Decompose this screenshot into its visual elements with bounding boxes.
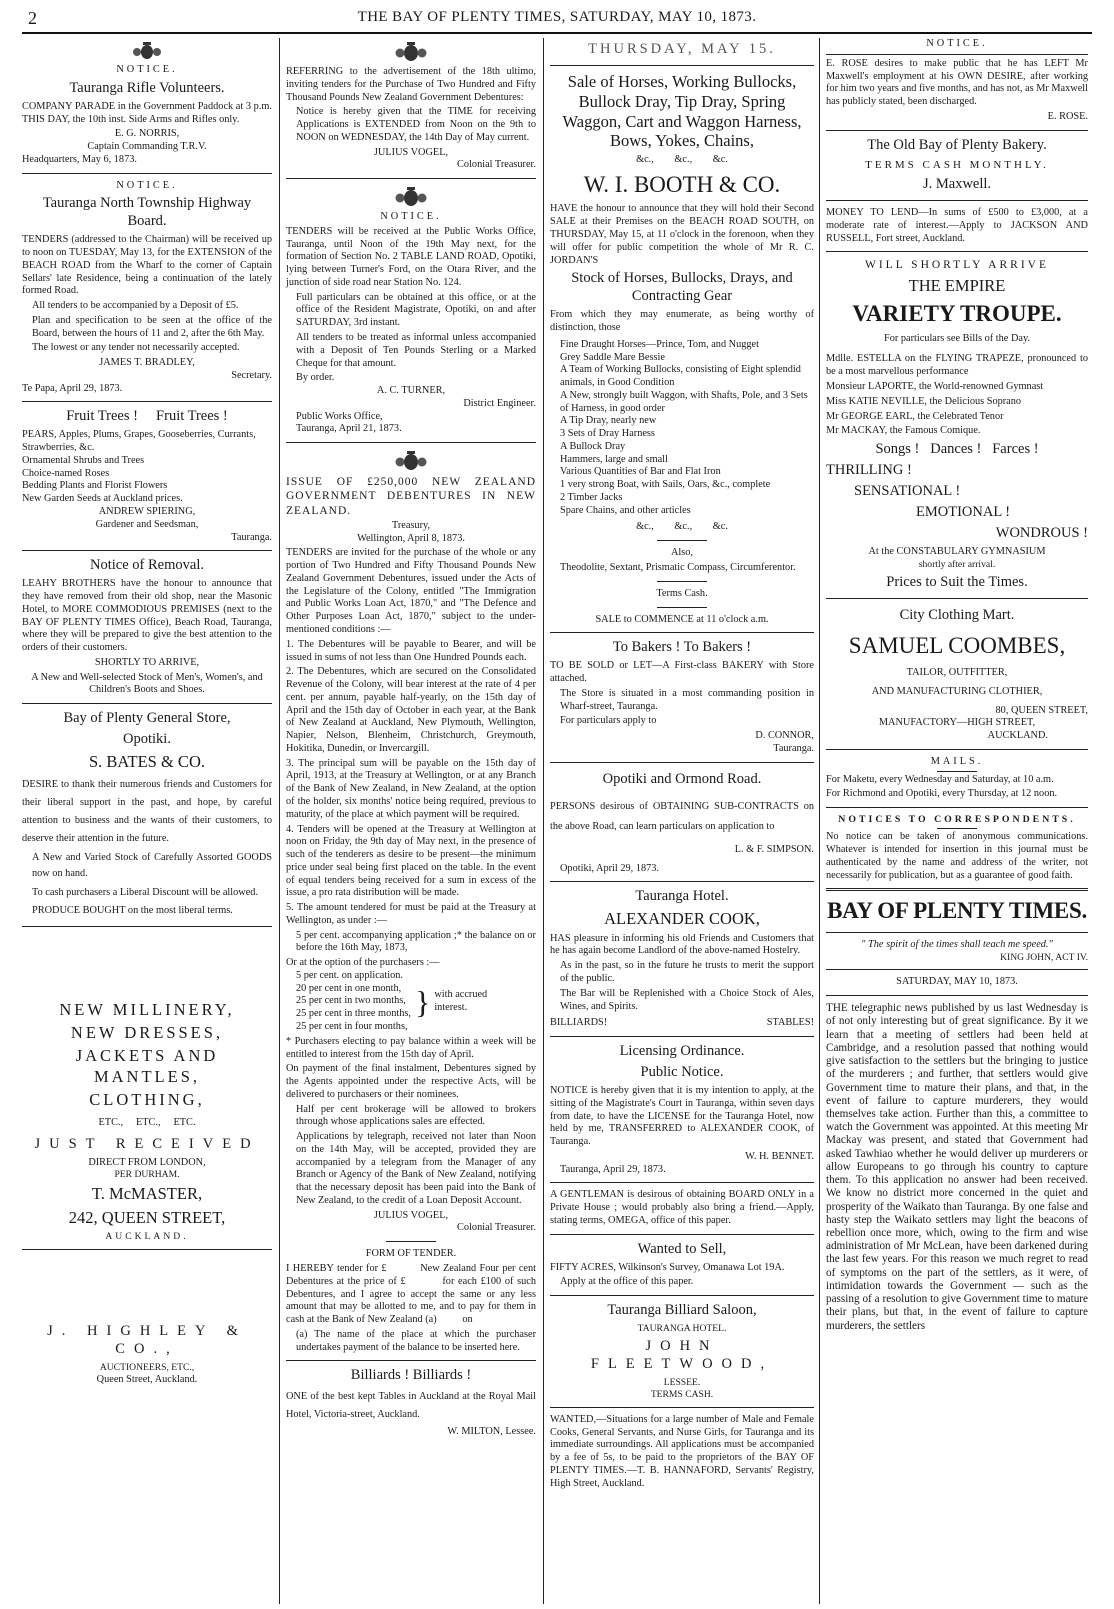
ad-body: All tenders to be treated as informal unless accompanied with a Deposit of Ten Pounds Sterling or a Marked Cheque for that amount.	[296, 332, 536, 369]
ad-body: PERSONS desirous of OBTAINING SUB-CONTRACTS on the above Road, can learn particulars on application to	[550, 800, 814, 833]
notice-heading: NOTICE.	[926, 38, 988, 49]
ad-body: Notice is hereby given that the TIME for receiving Applications is EXTENDED from Noon on the 9th to NOON on WEDNESDAY, the 14th Day of May current.	[296, 106, 536, 143]
signatory-role: Captain Commanding T.R.V.	[87, 141, 207, 153]
ad-line: Also,	[670, 547, 694, 559]
ad-place: AUCKLAND.	[105, 1231, 189, 1243]
rule	[286, 1360, 536, 1361]
brace-icon: }	[414, 983, 431, 1020]
ad-body: TO BE SOLD or LET—A First-class BAKERY with Store attached.	[550, 660, 814, 685]
ad-line: Choice-named Roses	[22, 467, 110, 479]
sale-item: A Tip Dray, nearly new	[560, 415, 657, 427]
ad-address: Queen Street, Auckland.	[96, 1373, 198, 1385]
signatory-role: District Engineer.	[463, 397, 536, 409]
ad-line: &c., &c., &c.	[636, 154, 728, 166]
ad-line: Ornamental Shrubs and Trees	[22, 454, 145, 466]
ad-title: Tauranga North Township Highway Board.	[42, 195, 252, 230]
ad-line: AUCTIONEERS, ETC.,	[99, 1361, 195, 1373]
ad-body: Half per cent brokerage will be allowed to brokers through whose applications sales are effected.	[296, 1103, 536, 1128]
royal-arms-icon	[392, 185, 430, 209]
motto-source: KING JOHN, ACT IV.	[1000, 951, 1088, 963]
ad-title: City Clothing Mart.	[899, 606, 1015, 623]
condition: 5 per cent. accompanying application ;* the balance on or before the 16th May, 1873,	[296, 929, 536, 954]
rule	[22, 550, 272, 551]
signatory: D. CONNOR,	[755, 730, 814, 742]
column-rule	[543, 38, 544, 1604]
rule	[826, 200, 1088, 201]
column-3	[546, 38, 818, 1604]
ad-subheading: WILL SHORTLY ARRIVE	[865, 259, 1049, 272]
ad-title: Billiards ! Billiards !	[350, 1367, 472, 1384]
instalment: 25 per cent in three months,	[296, 1008, 411, 1020]
condition: 4. Tenders will be opened at the Treasury at Wellington at noon on Friday, the 9th day of May next, in the presence of such of the tenderers as desire to be present—the minimum price under seal being first placed on the table. In the event of equal tenders being received for a sum in excess of the issue, a pro rata distribution will be made.	[286, 823, 536, 899]
instalment: 20 per cent in one month,	[296, 982, 402, 994]
rule	[826, 888, 1088, 891]
firm-name: J. Maxwell.	[922, 176, 992, 193]
instalment: 5 per cent. on application.	[296, 969, 403, 981]
ad-body: A GENTLEMAN is desirous of obtaining BOARD ONLY in a Private House ; would probably also bring a friend.—Apply, stating terms, OMEGA, office of this paper.	[550, 1189, 814, 1226]
masthead	[0, 0, 1114, 36]
ad-body: HAVE the honour to announce that they will hold their Second SALE at their Premises on the BEACH ROAD SOUTH, on THURSDAY, May 15, at 11 o'clock in the forenoon, when they will offer for public competition the whole of Mr R. C. JORDAN'S	[550, 203, 814, 266]
ad-title: Opotiki and Ormond Road.	[602, 770, 762, 787]
ad-subheading: Stock of Horses, Bullocks, Drays, and Contracting Gear	[571, 270, 793, 305]
ad-line: TERMS CASH MONTHLY.	[865, 158, 1049, 171]
rule	[550, 881, 814, 882]
rule	[657, 581, 707, 582]
royal-arms-icon	[130, 40, 164, 62]
ad-line: LESSEE.	[663, 1376, 701, 1388]
notice-heading: NOTICE.	[116, 179, 178, 191]
ad-title: Tauranga Billiard Saloon,	[607, 1302, 757, 1319]
ad-line: Treasury,	[391, 519, 431, 531]
rule	[826, 54, 1088, 55]
rule	[826, 749, 1088, 750]
column-rule	[279, 38, 280, 1604]
ad-body: The Store is situated in a most commanding position in Wharf-street, Tauranga.	[560, 687, 814, 712]
ad-title: Tauranga Hotel.	[635, 888, 729, 905]
ad-body: PRODUCE BOUGHT on the most liberal terms.	[32, 905, 233, 917]
ad-line: Songs ! Dances ! Farces !	[875, 441, 1039, 458]
signatory: JAMES T. BRADLEY,	[99, 357, 195, 369]
ad-date: Wellington, April 8, 1873.	[357, 532, 465, 544]
column-1	[18, 38, 276, 1604]
condition: 3. The principal sum will be payable on the 15th day of April, 1913, at the Treasury at Wellington, or at any Branch of the Bank of New Zealand, in New Zealand, at the option of the holder, six months' notice being required, previous to maturity, of the place at which payment will be required.	[286, 757, 536, 820]
ad-body: Full particulars can be obtained at this office, or at the office of the Resident Magistrate, Opotiki, on and after SATURDAY, 3rd instant.	[296, 291, 536, 329]
ad-date: Tauranga, April 21, 1873.	[296, 423, 402, 435]
royal-arms-icon	[392, 40, 430, 64]
rule	[22, 173, 272, 174]
sale-item: 2 Timber Jacks	[560, 491, 623, 503]
ad-body: FIFTY ACRES, Wilkinson's Survey, Omanawa Lot 19A.	[550, 1261, 785, 1273]
ad-line: THE EMPIRE	[908, 275, 1006, 295]
signatory: JULIUS VOGEL,	[373, 1209, 449, 1221]
ad-line: Terms Cash.	[656, 587, 708, 599]
rule	[826, 932, 1088, 933]
ad-title: The Old Bay of Plenty Bakery.	[867, 136, 1047, 153]
ad-place: Opotiki.	[123, 731, 171, 748]
ad-line: DIRECT FROM LONDON,	[88, 1156, 206, 1168]
ad-line: shortly after arrival.	[918, 558, 996, 570]
ad-line: Or at the option of the purchasers :—	[286, 957, 440, 969]
rule	[22, 703, 272, 704]
column-4	[822, 38, 1092, 1604]
signatory: ANDREW SPIERING,	[98, 506, 196, 518]
ad-line: Public Works Office,	[296, 410, 383, 422]
ad-line: NEW DRESSES,	[70, 1022, 224, 1042]
ad-line: NEW MILLINERY,	[59, 999, 235, 1019]
ad-title: Tauranga Rifle Volunteers.	[69, 79, 225, 96]
ad-title: Sale of Horses, Working Bullocks, Bullock Dray, Tip Dray, Spring Waggon, Cart and Waggon Harness, Bows, Yokes, Chains,	[562, 71, 802, 151]
masthead-rule	[22, 32, 1092, 34]
rule	[550, 632, 814, 633]
instalment: 25 per cent in four months,	[296, 1020, 408, 1032]
ad-body: HAS pleasure in informing his old Friends and Customers that he has again become Landlord of the above-named Hostelry.	[550, 932, 814, 957]
signatory: E. G. NORRIS,	[114, 128, 180, 140]
sale-item: Various Quantities of Bar and Flat Iron	[560, 466, 721, 478]
firm-name: W. I. BOOTH & CO.	[583, 171, 781, 197]
ad-title: Wanted to Sell,	[637, 1240, 727, 1257]
ad-place: Tauranga.	[773, 742, 814, 754]
ad-line: WONDROUS !	[995, 524, 1088, 541]
ad-body: MONEY TO LEND—In sums of £500 to £3,000, at a moderate rate of interest.—Apply to JACKSON AND RUSSELL, Fort street, Auckland.	[826, 207, 1088, 244]
ad-body: NOTICE is hereby given that it is my intention to apply, at the sitting of the Magistrate's Court in Tauranga, within seven days from date, to have the LICENSE for the Tauranga Hotel, now held by me, TRANSFERRED to ALEXANDER COOK, of Tauranga.	[550, 1085, 814, 1148]
ad-body: A New and Varied Stock of Carefully Assorted GOODS now on hand.	[32, 851, 272, 880]
mail-schedule: For Richmond and Opotiki, every Thursday, at 12 noon.	[826, 788, 1058, 800]
ad-title: VARIETY TROUPE.	[852, 301, 1062, 327]
firm-name: SAMUEL COOMBES,	[848, 633, 1066, 659]
ad-body: DESIRE to thank their numerous friends and Customers for their liberal support in the past, and hope, by careful attention to business and the wants of their customers, to deserve their attention in the future.	[22, 778, 272, 844]
rule	[22, 1249, 272, 1250]
ad-line: For particulars see Bills of the Day.	[883, 332, 1031, 344]
ad-address: 80, QUEEN STREET,	[995, 704, 1088, 716]
rule	[657, 540, 707, 541]
ad-line: CLOTHING,	[89, 1090, 205, 1110]
condition: 2. The Debentures, which are secured on the Consolidated Revenue of the Colony, will bear interest at the rate of 4 per cent. per annum, payable half-yearly, on the 15th day of April and the 15th day of October in each year, at the Bank of New Zealand at Auckland, New Plymouth, Wellington, Napier, Nelson, Blenheim, Christchurch, Greymouth, Hokitika, Dunedin, or Invercargill.	[286, 666, 536, 754]
ad-subheading: TAURANGA HOTEL.	[637, 1323, 727, 1335]
rule	[550, 762, 814, 763]
editorial-body: THE telegraphic news published by us last Wednesday is of not only interesting but of great significance. By it we learn that a meeting of settlers had been held at Cambridge, and a resolution passed that nothing would give satisfaction to the settlers but the bringing to justice of the murderers ; and further, that settlers would give Government time to mature their plans, and that, in the event of failure to capture murderers, they would themselves take action. Further than this, a committee to watch the Government was appointed. At this meeting Mr Mackay was present, and stated that Government had asked Tawhiao whether he would deliver up murderers or allow Europeans to go through his country to capture them. To this application no answer had been received. We know no district more concerned in the quiet and prosperity of the Waikato than Tauranga. By one false and hasty step the Waikato settlers may light the beacons of rebellion once more, which, owing to the firm and wise administration of Mr McLean, have been darkened during the last few years. For this reason we much regret to read of symptoms on the part of the settlers, as it were, of intimidation towards the Government — such as the passing of a resolution to give Government time to mature their plans, but that, in the event of failure to capture murderers, the settlers	[826, 1002, 1088, 1332]
ad-body: (a) The name of the place at which the purchaser undertakes payment of the balance to be inserted here.	[296, 1328, 536, 1353]
rule	[657, 607, 707, 608]
performer: Mdlle. ESTELLA on the FLYING TRAPEZE, pronounced to be a most marvellous performance	[826, 353, 1088, 378]
ad-title: Notice of Removal.	[90, 557, 204, 574]
newspaper-title: THE BAY OF PLENTY TIMES, SATURDAY, MAY 10, 1873.	[357, 9, 757, 25]
rule	[286, 178, 536, 179]
signatory-role: Gardener and Seedsman,	[95, 518, 199, 530]
ad-address: 242, QUEEN STREET,	[68, 1207, 226, 1227]
ad-line: STABLES!	[766, 1017, 814, 1029]
performer: Mr GEORGE EARL, the Celebrated Tenor	[826, 410, 1004, 422]
firm-name: JOHN FLEETWOOD,	[590, 1338, 774, 1372]
ad-title: Bay of Plenty General Store,	[63, 710, 231, 727]
ad-body: Theodolite, Sextant, Prismatic Compass, Circumferentor.	[560, 561, 796, 573]
rule	[550, 1036, 814, 1037]
ad-body: For particulars apply to	[560, 715, 657, 727]
ad-title: Fruit Trees ! Fruit Trees !	[66, 408, 228, 425]
ad-body: From which they may enumerate, as being worthy of distinction, those	[550, 309, 814, 333]
ad-body: The Bar will be Replenished with a Choice Stock of Ales, Wines, and Spirits.	[560, 987, 814, 1012]
ad-body: As in the past, so in the future he trusts to merit the support of the public.	[560, 960, 814, 985]
rule	[826, 130, 1088, 131]
ad-address: MANUFACTORY—HIGH STREET,	[878, 717, 1036, 729]
ad-line: SALE to COMMENCE at 11 o'clock a.m.	[595, 613, 769, 625]
page-number: 2	[28, 8, 37, 28]
ad-body: REFERRING to the advertisement of the 18th ultimo, inviting tenders for the Purchase of Two Hundred and Fifty Thousand Pounds New Zealand Government Debentures:	[286, 66, 536, 103]
sale-item: 3 Sets of Dray Harness	[560, 428, 655, 440]
rule	[937, 771, 977, 772]
instalment: 25 per cent in two months,	[296, 995, 406, 1007]
sale-item: Hammers, large and small	[560, 453, 668, 465]
ad-title: ISSUE OF £250,000 NEW ZEALAND GOVERNMENT DEBENTURES IN NEW ZEALAND.	[286, 476, 536, 517]
ad-line: PEARS, Apples, Plums, Grapes, Gooseberries, Currants, Strawberries, &c.	[22, 429, 256, 454]
sale-item: A New, strongly built Waggon, with Shafts, Pole, and 3 Sets of Harness, in good order	[560, 389, 808, 414]
ad-place: AUCKLAND.	[987, 730, 1048, 742]
signatory-role: Colonial Treasurer.	[457, 159, 536, 171]
firm-name: S. BATES & CO.	[89, 752, 205, 772]
rule	[826, 251, 1088, 252]
signatory: A. C. TURNER,	[376, 385, 446, 397]
ad-body: Plan and specification to be seen at the office of the Board, between the hours of 11 and 2, after the 6th May.	[32, 314, 272, 339]
royal-arms-icon	[392, 449, 430, 473]
notice-heading: NOTICE.	[116, 64, 178, 75]
ad-line: ETC., ETC., ETC.	[98, 1116, 196, 1128]
ad-date: Te Papa, April 29, 1873.	[22, 382, 123, 394]
firm-name: T. McMASTER,	[91, 1184, 203, 1204]
condition: 1. The Debentures will be payable to Bearer, and will be issued in sums of not less than One Hundred Pounds each.	[286, 638, 536, 663]
ad-line: THRILLING !	[826, 462, 912, 478]
sale-item: A Bullock Dray	[560, 440, 626, 452]
ad-body: TENDERS will be received at the Public Works Office, Tauranga, until Noon of the 19th May next, for the formation of Section No. 2 TABLE LAND ROAD, Opotiki, lying between Turner's Ford, on the Otara River, and the junction of side road near Station No. 124.	[286, 225, 536, 288]
sale-item: A Team of Working Bullocks, consisting of Eight splendid animals, in Good Condition	[560, 364, 801, 389]
motto: " The spirit of the times shall teach me speed."	[861, 938, 1053, 950]
rule	[937, 828, 977, 829]
ad-body: I HEREBY tender for £ New Zealand Four per cent Debentures at the price of £ for each £100 of such Debentures, and I agree to accept the same or any less amount that may be allotted to me, and to pay for them in cash at the Bank of New Zealand (a) on	[286, 1263, 539, 1326]
ad-line: PER DURHAM.	[114, 1169, 180, 1181]
rule	[550, 65, 814, 66]
sale-item: Spare Chains, and other articles	[560, 504, 691, 516]
ad-date: Headquarters, May 6, 1873.	[22, 153, 137, 165]
ad-body: ONE of the best kept Tables in Auckland at the Royal Mail Hotel, Victoria-street, Auckland.	[286, 1391, 536, 1421]
ad-line: SENSATIONAL !	[854, 482, 961, 499]
notice-heading: MAILS.	[930, 755, 984, 767]
signatory: JULIUS VOGEL,	[373, 146, 449, 158]
ad-line: AND MANUFACTURING CLOTHIER,	[871, 685, 1043, 697]
ad-body: LEAHY BROTHERS have the honour to announce that they have removed from their old shop, near the Masonic Hotel, to MORE COMMODIOUS PREMISES (next to the BAY OF PLENTY TIMES Office), Beach Road, Tauranga, where they will be prepared to give the best attention to the orders of their customers.	[22, 578, 272, 654]
ad-line: JACKETS AND MANTLES,	[75, 1046, 219, 1086]
ad-body: WANTED,—Situations for a large number of Male and Female Cooks, General Servants, and Nurse Girls, for Tauranga and its immediate surroundings. All applications must be accompanied by a fee of 5s, to be paid to the proprietors of the BAY OF PLENTY TIMES.—T. B. HANNAFORD, Servants' Registry, High Street, Auckland.	[550, 1413, 814, 1489]
ad-subheading: JUST RECEIVED	[34, 1135, 260, 1152]
performer: Mr MACKAY, the Famous Comique.	[826, 425, 981, 437]
ad-line: TAILOR, OUTFITTER,	[906, 666, 1008, 678]
ad-date: Opotiki, April 29, 1873.	[560, 862, 659, 874]
ad-title: Licensing Ordinance.	[619, 1043, 745, 1060]
signatory: W. MILTON, Lessee.	[447, 1426, 536, 1438]
rule	[550, 1234, 814, 1235]
ad-subheading: Public Notice.	[640, 1064, 724, 1081]
ad-body: * Purchasers electing to pay balance within a week will be entitled to interest from the 15th day of April.	[286, 1035, 536, 1060]
firm-name: ALEXANDER COOK,	[604, 909, 760, 929]
notice-heading: NOTICES TO CORRESPONDENTS.	[838, 814, 1076, 826]
rule	[550, 1407, 814, 1408]
ad-line: Bedding Plants and Florist Flowers	[22, 480, 168, 492]
ad-title: To Bakers ! To Bakers !	[612, 639, 752, 656]
ad-date: Tauranga, April 29, 1873.	[560, 1163, 666, 1175]
ad-body: E. ROSE desires to make public that he has LEFT Mr Maxwell's employment at his OWN DESIRE, after working for him two years and five months, and has not, as Mr Maxwell has publicly stated, been discharged.	[826, 57, 1088, 108]
rule	[22, 401, 272, 402]
ad-body: Applications by telegraph, received not later than Noon on the 14th May, will be accepted, provided they are accompanied by a telegram from the Manager of any Branch or Agency of the Bank of New Zealand, notifying that the necessary deposit has been paid into the Bank of New Zealand, to the credit of a Loan Deposit Account.	[296, 1131, 536, 1206]
ad-place: Tauranga.	[231, 531, 272, 543]
ad-body: All tenders to be accompanied by a Deposit of £5.	[32, 300, 239, 312]
performer: Monsieur LAPORTE, the World-renowned Gymnast	[826, 380, 1044, 392]
column-2	[282, 38, 540, 1604]
ad-body: TENDERS are invited for the purchase of the whole or any portion of Two Hundred and Fifty Thousand Pounds New Zealand Government Debentures, issued under the Acts of the Legislature of the Colony, entitled "The Immigration and Public Works Loan Act, 1870," and "The Defence and Other Purposes Loan Act, 1870," subject to the under-mentioned conditions :—	[286, 547, 536, 636]
ad-body: TENDERS (addressed to the Chairman) will be received up to noon on TUESDAY, May 13, for the EXTENSION of the BEACH ROAD from the Wharf to the corner of Captain Sellars' late Residence, being a continuation of the lately formed Road.	[22, 234, 272, 297]
condition: 5. The amount tendered for must be paid at the Treasury at Wellington, as under :—	[286, 902, 536, 926]
ad-line: Prices to Suit the Times.	[886, 573, 1028, 590]
editorial-masthead: BAY OF PLENTY TIMES.	[827, 898, 1087, 924]
ad-line: Apply at the office of this paper.	[560, 1276, 694, 1288]
ad-subheading: SHORTLY TO ARRIVE,	[94, 656, 200, 668]
rule	[22, 926, 272, 927]
ad-line: TERMS CASH.	[650, 1388, 714, 1400]
ad-body: On payment of the final instalment, Debentures signed by the Agents appointed under the respective Acts, will be delivered to purchasers or their nominees.	[286, 1063, 536, 1100]
ad-body: A New and Well-selected Stock of Men's, Women's, and Children's Boots and Shoes.	[31, 671, 263, 696]
rule	[826, 995, 1088, 996]
signatory: L. & F. SIMPSON.	[734, 843, 814, 855]
sale-item: 1 very strong Boat, with Sails, Oars, &c., complete	[560, 479, 771, 491]
ad-subheading: FORM OF TENDER.	[365, 1248, 457, 1260]
signatory-role: Secretary.	[231, 369, 272, 381]
ad-body: The lowest or any tender not necessarily accepted.	[32, 342, 240, 354]
mail-schedule: For Maketu, every Wednesday and Saturday, at 10 a.m.	[826, 773, 1054, 785]
signatory: E. ROSE.	[1047, 110, 1088, 122]
signatory-role: Colonial Treasurer.	[457, 1222, 536, 1234]
rule	[826, 969, 1088, 970]
sale-day: THURSDAY, MAY 15.	[588, 41, 776, 57]
ad-line: &c., &c., &c.	[636, 521, 728, 533]
sale-item: Grey Saddle Mare Bessie	[560, 351, 665, 363]
ad-body: No notice can be taken of anonymous communications. Whatever is intended for insertion in this journal must be authenticated by the name and address of the writer, not necessarily for publication, but as a guarantee of good faith.	[826, 831, 1088, 881]
ad-line: At the CONSTABULARY GYMNASIUM	[868, 545, 1046, 557]
ad-body: COMPANY PARADE in the Government Paddock at 3 p.m. THIS DAY, the 10th inst. Side Arms and Rifles only.	[22, 100, 272, 125]
performer: Miss KATIE NEVILLE, the Delicious Soprano	[826, 395, 1022, 407]
ad-line: By order.	[296, 372, 335, 384]
signatory: W. H. BENNET.	[745, 1150, 814, 1162]
rule	[826, 598, 1088, 599]
editorial-date: SATURDAY, MAY 10, 1873.	[896, 976, 1018, 988]
notice-heading: NOTICE.	[380, 211, 442, 223]
rule	[550, 1182, 814, 1183]
rule	[286, 442, 536, 443]
firm-name: J. HIGHLEY & CO.,	[47, 1322, 247, 1357]
rule	[826, 807, 1088, 808]
sale-item: Fine Draught Horses—Prince, Tom, and Nugget	[560, 338, 759, 350]
column-rule	[819, 38, 820, 1604]
ad-line: EMOTIONAL !	[916, 503, 1011, 520]
rule	[386, 1241, 436, 1242]
ad-line: with accrued interest.	[434, 989, 488, 1013]
rule	[550, 1295, 814, 1296]
ad-body: To cash purchasers a Liberal Discount will be allowed.	[32, 886, 259, 898]
ad-line: New Garden Seeds at Auckland prices.	[22, 493, 183, 505]
ad-line: BILLIARDS!	[550, 1017, 608, 1029]
